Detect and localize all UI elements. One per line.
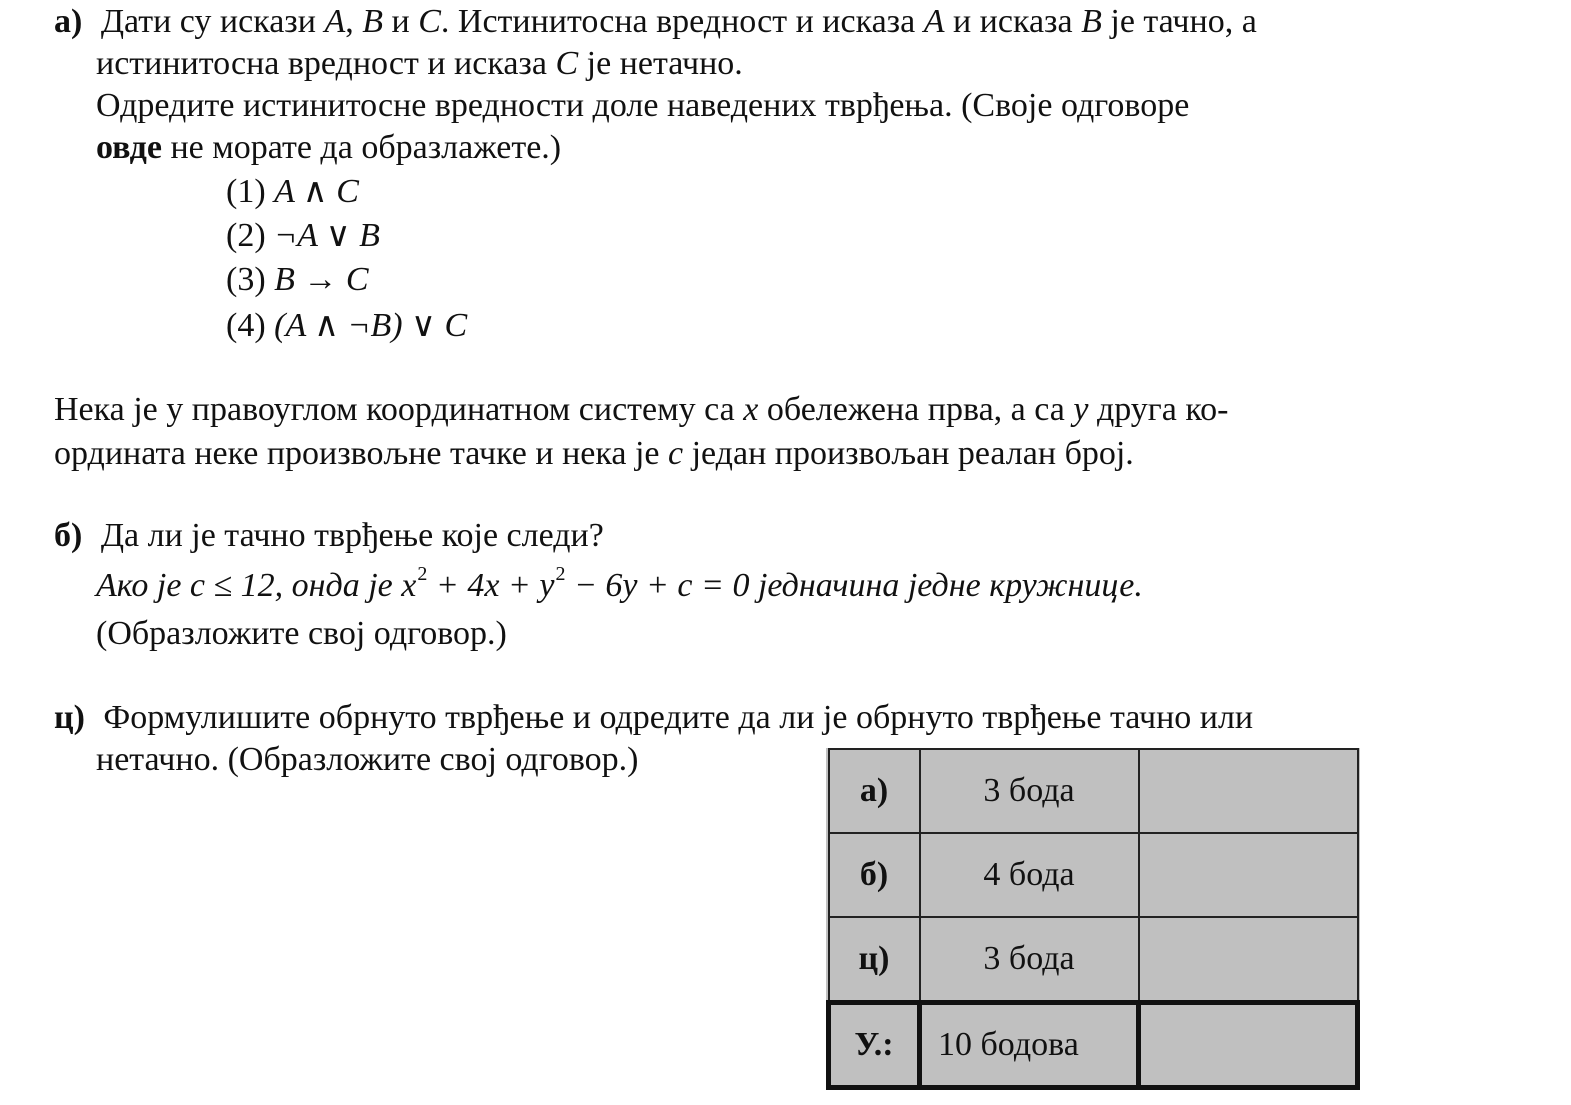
statement-item-2: (2) ¬A ∨ B — [226, 217, 380, 254]
score-entry-cell — [1139, 917, 1358, 1003]
part-b-statement: Ако је c ≤ 12, онда је $x^2 + 4x + y^2 - 6y + c = 0$ једначина једне кружнице. — [96, 563, 1143, 604]
part-b-line-1: б) Да ли је тачно тврђење које следи? — [54, 517, 604, 554]
part-a-line-3: Одредите истинитосне вредности доле наведених тврђења. (Своје одговоре — [96, 87, 1190, 124]
part-a-label: а) — [54, 3, 83, 40]
score-points: 3 бода — [920, 917, 1139, 1003]
statement-item-4: (4) (A ∧ ¬B) ∨ C — [226, 307, 468, 344]
score-points: 3 бода — [920, 749, 1139, 833]
score-entry-cell — [1139, 749, 1358, 833]
part-b-label: б) — [54, 517, 83, 554]
statement-item-3: (3) B → C — [226, 261, 369, 298]
score-row-a — [829, 749, 1358, 833]
statement-item-1: (1) A ∧ C — [226, 173, 359, 210]
part-b-line-3: (Образложите свој одговор.) — [96, 615, 507, 652]
score-part-label: ц) — [829, 917, 920, 1003]
score-entry-cell — [1139, 833, 1358, 917]
score-total-label: У.: — [829, 1003, 920, 1088]
part-c-line-2: нетачно. (Образложите свој одговор.) — [96, 741, 639, 778]
score-part-label: б) — [829, 833, 920, 917]
intro-line-1: Нека је у правоуглом координатном систему са x обележена прва, а са y друга ко- — [54, 391, 1229, 428]
score-table — [826, 748, 1360, 1090]
part-a-line-1: а) Дати су искази A, B и C. Истинитосна вредност и исказа A и исказа B је тачно, а — [54, 3, 1257, 40]
score-part-label: а) — [829, 749, 920, 833]
part-c-label: ц) — [54, 699, 85, 736]
part-c-line-1: ц) Формулишите обрнуто тврђење и одредите да ли је обрнуто тврђење тачно или — [54, 699, 1254, 736]
part-a-line-2: истинитосна вредност и исказа C је нетачно. — [96, 45, 743, 82]
score-row-c — [829, 917, 1358, 1003]
part-a-line-4: овде не морате да образлажете.) — [96, 129, 562, 166]
intro-line-2: ордината неке произвољне тачке и нека је c један произвољан реалан број. — [54, 435, 1134, 472]
score-total-entry-cell — [1139, 1003, 1358, 1088]
score-total-points: 10 бодова — [920, 1003, 1139, 1088]
score-row-b — [829, 833, 1358, 917]
score-row-total — [829, 1003, 1358, 1088]
score-points: 4 бода — [920, 833, 1139, 917]
